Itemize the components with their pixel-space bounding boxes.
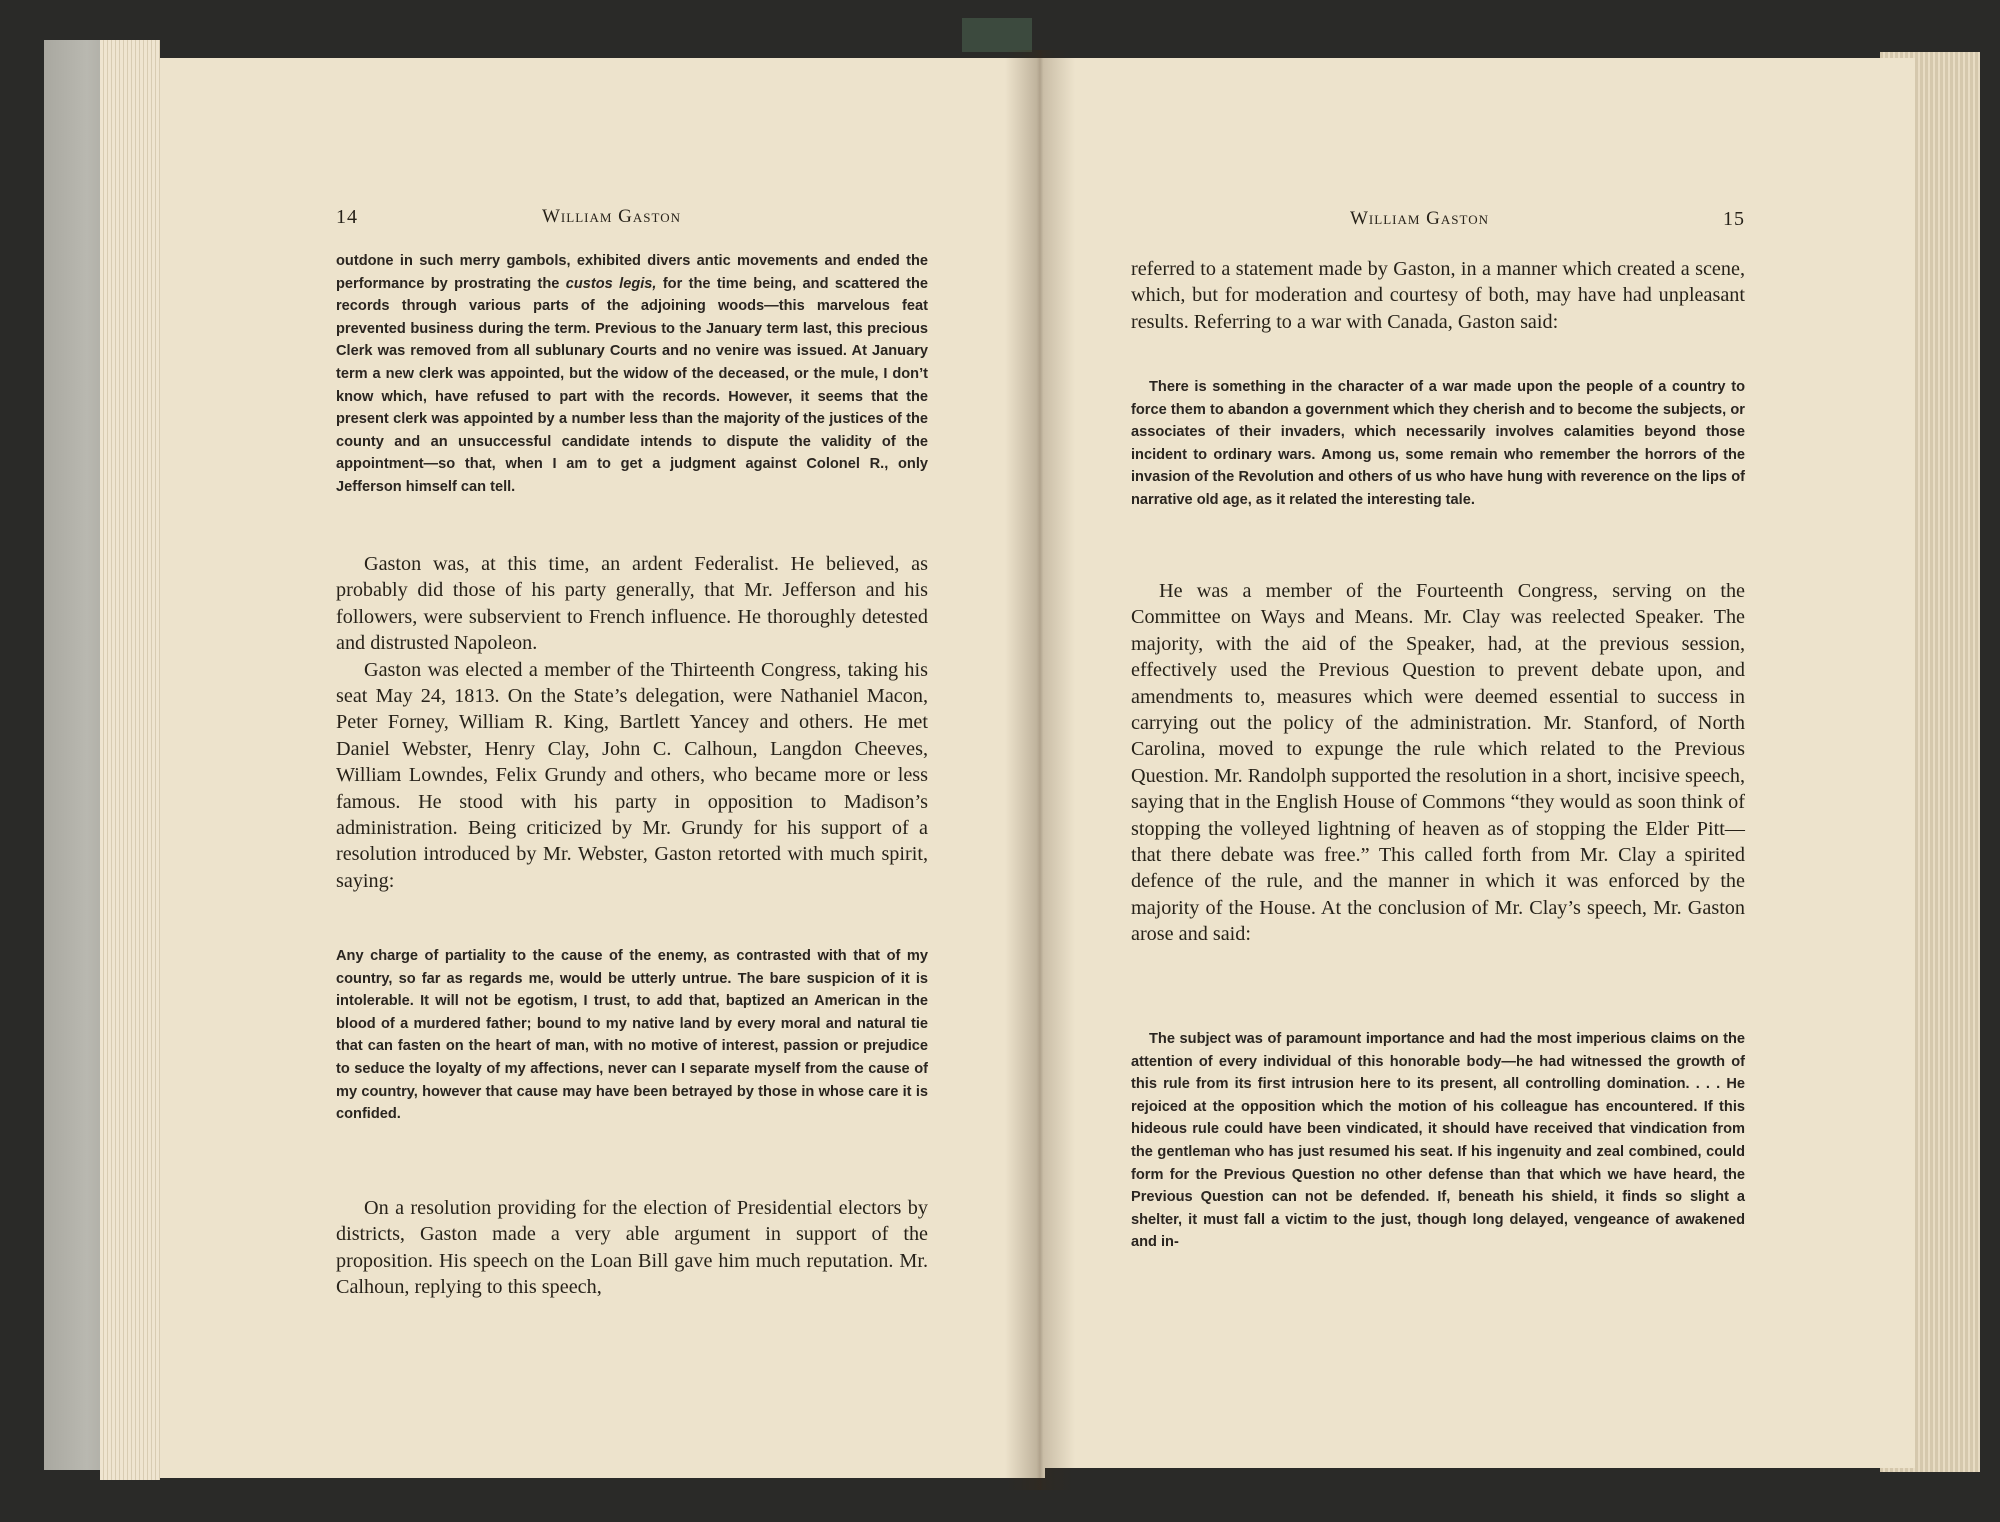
page-number-left: 14 xyxy=(336,206,358,228)
right-page-header xyxy=(1045,208,1915,238)
left-page-header xyxy=(160,206,1045,236)
left-quote-2-text: Any charge of partiality to the cause of the enemy, as contrasted with that of my country, so far as regards me, would be utterly untrue. The bare suspicion of it is intolerable. It will not be egotism, I trust, to add that, baptized an American in the blood of a murdered father; bound to my native land by every moral and natural tie that can fasten on the heart of man, with no motive of interest, passion or prejudice to seduce the loyalty of my affections, never can I separate myself from the cause of my country, however that cause may have been betrayed by those in whose care it is confided. xyxy=(336,948,928,1123)
left-quote-1-text-a: outdone in such merry gambols, exhibited divers antic movements and ended the performance by prostrating the xyxy=(336,253,928,292)
right-quote-1-text: There is something in the character of a war made upon the people of a country to force them to abandon a government which they cherish and to become the subjects, or associates of their invaders, which necessarily involves calamities beyond those incident to ordinary wars. Among us, some remain who remember the horrors of the invasion of the Revolution and others of us who have hung with reverence on the lips of narrative old age, as it related the interesting tale. xyxy=(1131,379,1745,508)
left-body-2 xyxy=(336,1195,928,1301)
right-body-2 xyxy=(1131,578,1745,948)
left-body-1 xyxy=(336,551,928,894)
left-quote-2 xyxy=(336,945,928,1126)
left-quote-1 xyxy=(336,250,928,499)
right-quote-2-text: The subject was of paramount importance and had the most imperious claims on the attention of every individual of this honorable body—he had witnessed the growth of this rule from its first intrusion here to its present, all controlling domination. . . . He rejoiced at the opposition which the motion of his colleague has encountered. If this hideous rule could have been vindicated, it should have received that vindication from the gentleman who has just resumed his seat. If his ingenuity and zeal combined, could form for the Previous Question no other defense than that which we have heard, the Previous Question can not be defended. If, beneath his shield, it finds so slight a shelter, it must fall a victim to the just, though long delayed, vengeance of awakened and in- xyxy=(1131,1031,1745,1251)
right-quote-1 xyxy=(1131,376,1745,512)
book-gutter xyxy=(1005,50,1075,1490)
left-paragraph-1: Gaston was, at this time, an ardent Federalist. He believed, as probably did those of his party generally, that Mr. Jefferson and his followers, were subservient to French influence. He thoroughly detested and distrusted Napoleon. xyxy=(336,553,928,655)
right-body-1 xyxy=(1131,256,1745,335)
left-page xyxy=(160,58,1045,1478)
page-number-right: 15 xyxy=(1723,208,1745,230)
left-quote-1-text-b: for the time being, and scattered the records through various parts of the adjoining woods—this marvelous feat prevented business during the term. Previous to the January term last, this precious Clerk was removed from all sublunary Courts and no venire was issued. At January term a new clerk was appointed, but the widow of the deceased, or the mule, I don’t know which, have refused to part with the records. However, it seems that the present clerk was appointed by a number less than the majority of the justices of the county and an unsuccessful candidate intends to dispute the validity of the appointment—so that, when I am to get a judgment against Colonel R., only Jefferson himself can tell. xyxy=(336,275,928,495)
left-paragraph-2: Gaston was elected a member of the Thirteenth Congress, taking his seat May 24, 1813. On the State’s delegation, were Nathaniel Macon, Peter Forney, William R. King, Bartlett Yancey and others. He met Daniel Webster, Henry Clay, John C. Calhoun, Langdon Cheeves, William Lowndes, Felix Grundy and others, who became more or less famous. He stood with his party in opposition to Madison’s administration. Being criticized by Mr. Grundy for his support of a resolution introduced by Mr. Webster, Gaston retorted with much spirit, saying: xyxy=(336,658,928,892)
right-paragraph-2: He was a member of the Fourteenth Congress, serving on the Committee on Ways and Means. Mr. Clay was reelected Speaker. The majority, with the aid of the Speaker, had, at the previous session, effectively used the Previous Question to prevent debate upon, and amendments to, measures which were deemed essential to success in carrying out the policy of the administration. Mr. Stanford, of North Carolina, moved to expunge the rule which related to the Previous Question. Mr. Randolph supported the resolution in a short, incisive speech, saying that in the English House of Commons “they would as soon think of stopping the volleyed lightning of heaven as of stopping the Elder Pitt—that there debate was free.” This called forth from Mr. Clay a spirited defence of the rule, and the manner in which it was enforced by the majority of the House. At the conclusion of Mr. Clay’s speech, Mr. Gaston arose and said: xyxy=(1131,580,1745,946)
binding-ribbon xyxy=(962,18,1032,52)
right-quote-2 xyxy=(1131,1028,1745,1254)
left-page-stack xyxy=(100,40,160,1480)
left-quote-1-italic: custos legis, xyxy=(565,275,657,292)
right-paragraph-1: referred to a statement made by Gaston, in a manner which created a scene, which, but for moderation and courtesy of both, may have had unpleasant results. Referring to a war with Canada, Gaston said: xyxy=(1131,258,1745,333)
running-head-left: William Gaston xyxy=(542,206,681,227)
left-paragraph-3: On a resolution providing for the election of Presidential electors by districts, Gaston made a very able argument in support of the proposition. His speech on the Loan Bill gave him much reputation. Mr. Calhoun, replying to this speech, xyxy=(336,1197,928,1299)
running-head-right: William Gaston xyxy=(1350,208,1489,229)
right-page xyxy=(1045,58,1915,1468)
